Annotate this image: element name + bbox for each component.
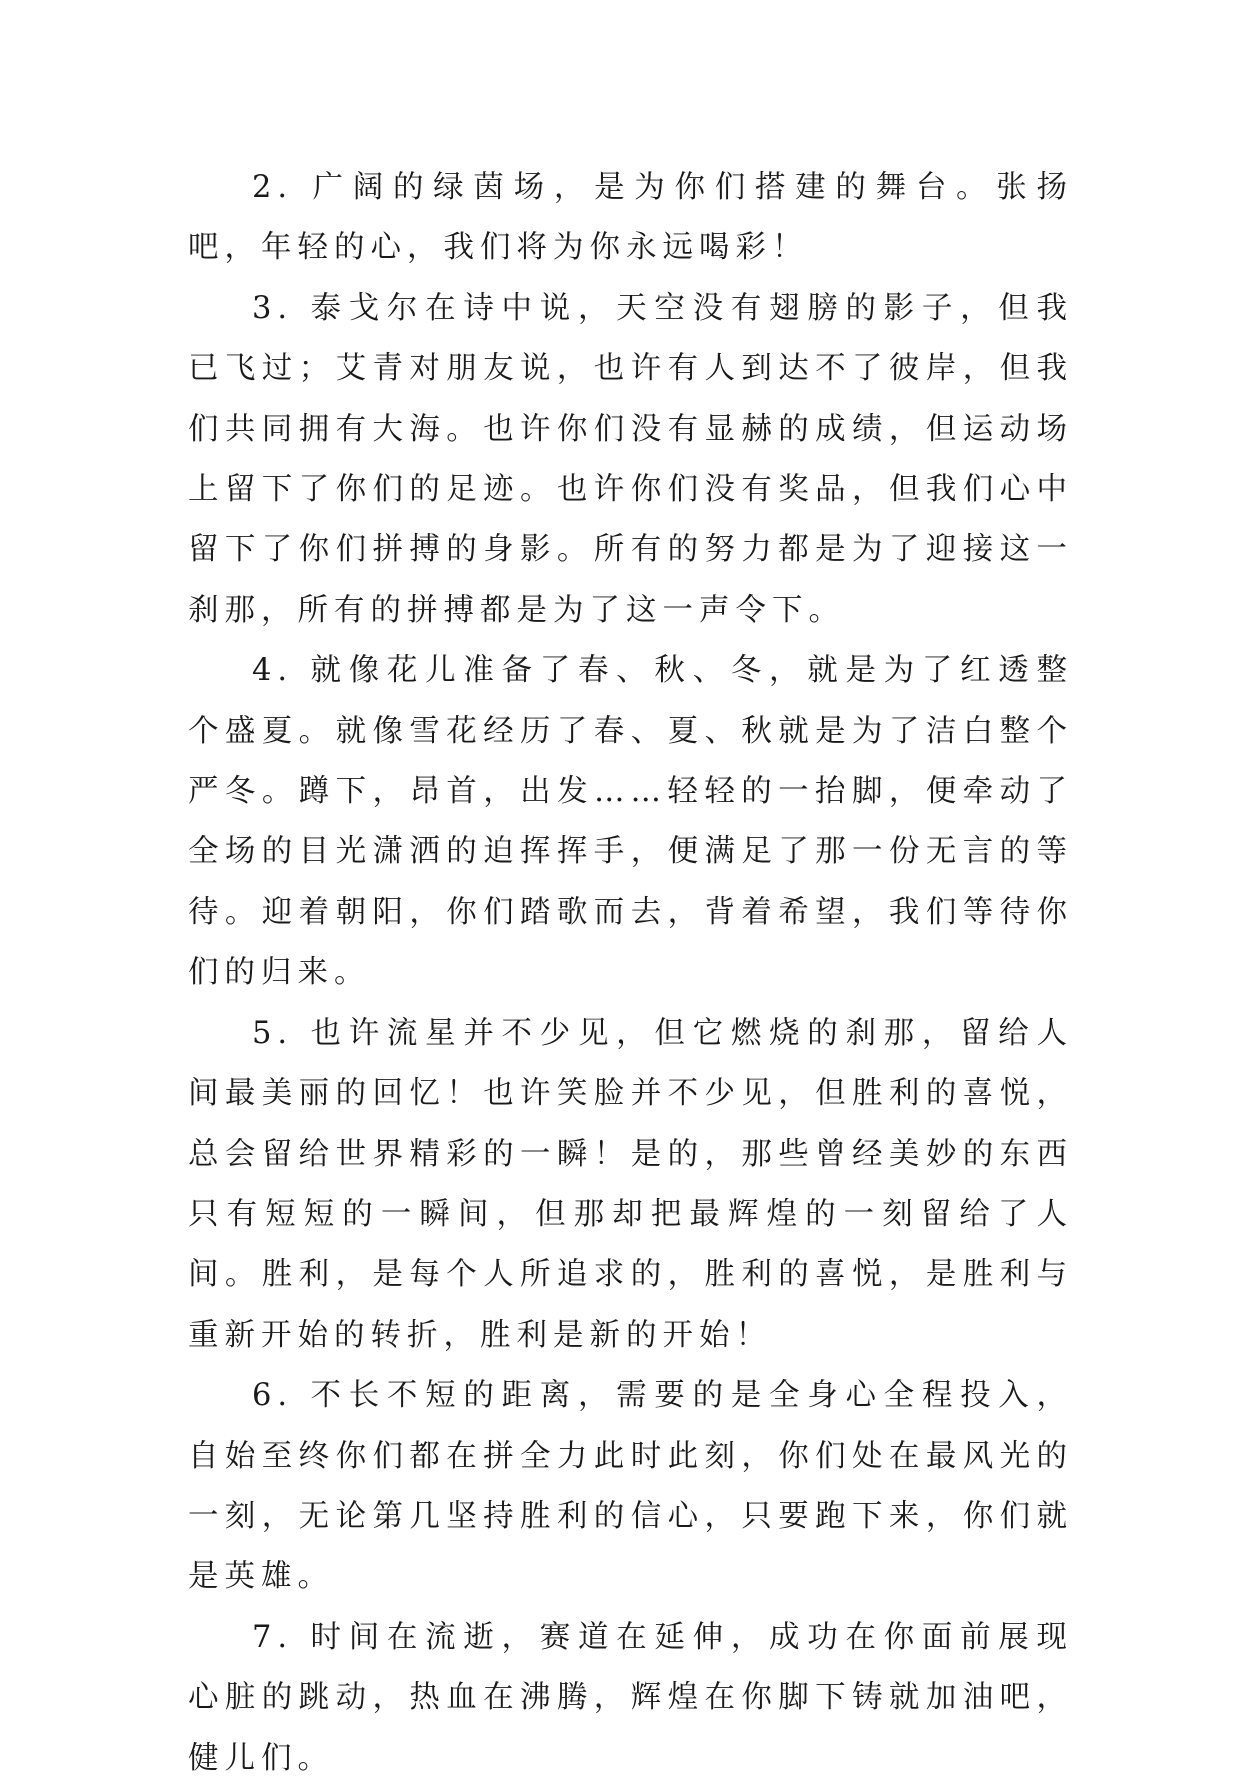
paragraph-3: 3. 泰戈尔在诗中说，天空没有翅膀的影子，但我已飞过；艾青对朋友说，也许有人到达不了彼岸，但我们共同拥有大海。也许你们没有显赫的成绩，但运动场上留下了你们的足迹。也许你们没有奖品，但我们心中留下了你们拼搏的身影。所有的努力都是为了迎接这一刹那，所有的拼搏都是为了这一声令下。	[188, 290, 1073, 628]
document-body	[188, 158, 1073, 1789]
paragraph-4: 4. 就像花儿准备了春、秋、冬，就是为了红透整个盛夏。就像雪花经历了春、夏、秋就是为了洁白整个严冬。蹲下，昂首，出发……轻轻的一抬脚，便牵动了全场的目光潇洒的迫挥挥手，便满足了那一份无言的等待。迎着朝阳，你们踏歌而去，背着希望，我们等待你们的归来。	[188, 653, 1073, 991]
paragraph-7: 7. 时间在流逝，赛道在延伸，成功在你面前展现心脏的跳动，热血在沸腾，辉煌在你脚下铸就加油吧，健儿们。	[188, 1619, 1073, 1776]
paragraph-6: 6. 不长不短的距离，需要的是全身心全程投入，自始至终你们都在拼全力此时此刻，你们处在最风光的一刻，无论第几坚持胜利的信心，只要跑下来，你们就是英雄。	[188, 1378, 1073, 1595]
paragraph-5: 5. 也许流星并不少见，但它燃烧的刹那，留给人间最美丽的回忆！也许笑脸并不少见，但胜利的喜悦，总会留给世界精彩的一瞬！是的，那些曾经美妙的东西只有短短的一瞬间，但那却把最辉煌的一刻留给了人间。胜利，是每个人所追求的，胜利的喜悦，是胜利与重新开始的转折，胜利是新的开始！	[188, 1015, 1073, 1353]
paragraph-2: 2. 广阔的绿茵场，是为你们搭建的舞台。张扬吧，年轻的心，我们将为你永远喝彩！	[188, 170, 1073, 266]
